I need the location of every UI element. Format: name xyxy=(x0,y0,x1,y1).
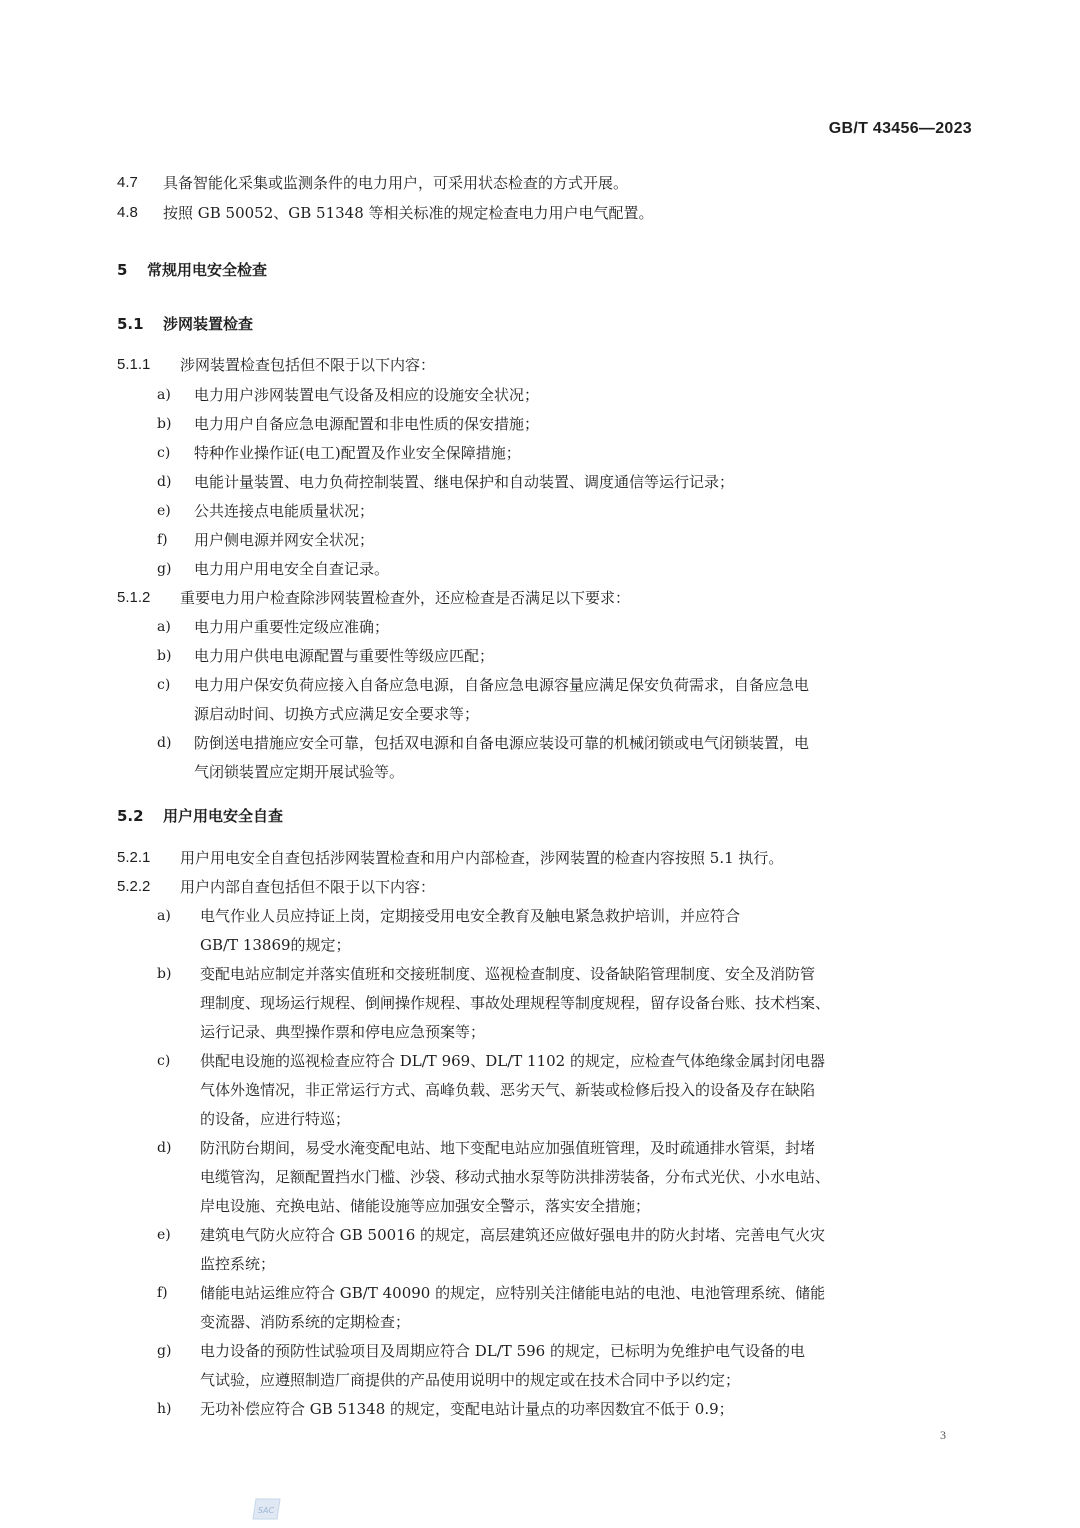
list-item: 电力用户涉网装置电气设备及相应的设施安全状况； xyxy=(194,386,540,404)
list-item: 无功补偿应符合 GB 51348 的规定，变配电站计量点的功率因数宜不低于 0.9； xyxy=(200,1400,734,1418)
clause-text: 涉网装置检查包括但不限于以下内容： xyxy=(180,356,436,374)
list-item: 用户侧电源并网安全状况； xyxy=(194,531,375,549)
subsection-title: 用户用电安全自查 xyxy=(163,807,284,825)
list-marker: a) xyxy=(157,908,171,924)
list-item-continuation: 理制度、现场运行规程、倒闸操作规程、事故处理规程等制度规程，留存设备台账、技术档案、 xyxy=(200,994,831,1012)
page-number: 3 xyxy=(940,1428,946,1442)
list-item: 电力用户自备应急电源配置和非电性质的保安措施； xyxy=(194,415,540,433)
clause-number: 4.8 xyxy=(117,204,138,221)
clause-number: 5.1.2 xyxy=(117,589,151,606)
clause-text: 用户用电安全自查包括涉网装置检查和用户内部检查，涉网装置的检查内容按照 5.1 执行。 xyxy=(180,849,784,867)
clause-text: 重要电力用户检查除涉网装置检查外，还应检查是否满足以下要求： xyxy=(180,589,631,607)
list-marker: b) xyxy=(157,416,172,432)
list-item-continuation: 气试验，应遵照制造厂商提供的产品使用说明中的规定或在技术合同中予以约定； xyxy=(200,1371,741,1389)
list-item-continuation: 气闭锁装置应定期开展试验等。 xyxy=(194,763,405,781)
list-item-continuation: 电缆管沟，足额配置挡水门槛、沙袋、移动式抽水泵等防洪排涝装备，分布式光伏、小水电站、 xyxy=(200,1168,831,1186)
list-marker: d) xyxy=(157,474,172,490)
list-marker: d) xyxy=(157,735,172,751)
list-item-continuation: 源启动时间、切换方式应满足安全要求等； xyxy=(194,705,480,723)
list-item: 防倒送电措施应安全可靠，包括双电源和自备电源应装设可靠的机械闭锁或电气闭锁装置，电 xyxy=(194,734,810,752)
list-item-continuation: GB/T 13869的规定； xyxy=(200,936,351,954)
list-item: 电气作业人员应持证上岗，定期接受用电安全教育及触电紧急救护培训，并应符合 xyxy=(200,907,741,925)
list-item: 变配电站应制定并落实值班和交接班制度、巡视检查制度、设备缺陷管理制度、安全及消防管 xyxy=(200,965,816,983)
clause-number: 5.2.2 xyxy=(117,878,151,895)
list-item-continuation: 气体外逸情况，非正常运行方式、高峰负载、恶劣天气、新装或检修后投入的设备及存在缺陷 xyxy=(200,1081,816,1099)
clause-text: 用户内部自查包括但不限于以下内容： xyxy=(180,878,436,896)
list-marker: h) xyxy=(157,1401,172,1417)
list-item: 储能电站运维应符合 GB/T 40090 的规定，应特别关注储能电站的电池、电池管理系统、储能 xyxy=(200,1284,826,1302)
list-item-continuation: 的设备，应进行特巡； xyxy=(200,1110,351,1128)
list-item: 建筑电气防火应符合 GB 50016 的规定，高层建筑还应做好强电井的防火封堵、完善电气火灾 xyxy=(200,1226,826,1244)
list-marker: b) xyxy=(157,648,172,664)
watermark-label: SAC xyxy=(257,1506,275,1515)
section-title: 常规用电安全检查 xyxy=(147,261,268,279)
list-item: 电力用户重要性定级应准确； xyxy=(194,618,390,636)
list-item: 电力用户供电电源配置与重要性等级应匹配； xyxy=(194,647,495,665)
list-item-continuation: 变流器、消防系统的定期检查； xyxy=(200,1313,411,1331)
subsection-title: 涉网装置检查 xyxy=(163,315,254,333)
list-marker: g) xyxy=(157,561,172,577)
list-item: 供配电设施的巡视检查应符合 DL/T 969、DL/T 1102 的规定，应检查气体绝缘金属封闭电器 xyxy=(200,1052,825,1070)
list-item: 电力用户用电安全自查记录。 xyxy=(194,560,390,578)
clause-number: 5.1.1 xyxy=(117,356,151,373)
list-marker: a) xyxy=(157,387,171,403)
standard-number: GB/T 43456—2023 xyxy=(828,120,972,137)
list-item: 电力用户保安负荷应接入自备应急电源，自备应急电源容量应满足保安负荷需求，自备应急电 xyxy=(194,676,810,694)
list-item: 特种作业操作证(电工)配置及作业安全保障措施； xyxy=(194,444,521,462)
list-item: 公共连接点电能质量状况； xyxy=(194,502,375,520)
list-marker: c) xyxy=(157,445,171,461)
section-number: 5 xyxy=(117,261,128,279)
list-item: 电力设备的预防性试验项目及周期应符合 DL/T 596 的规定，已标明为免维护电气设备的电 xyxy=(200,1342,805,1360)
list-marker: b) xyxy=(157,966,172,982)
list-item: 电能计量装置、电力负荷控制装置、继电保护和自动装置、调度通信等运行记录； xyxy=(194,473,735,491)
list-marker: f) xyxy=(157,532,168,548)
list-marker: e) xyxy=(157,503,171,519)
list-marker: c) xyxy=(157,677,171,693)
list-marker: e) xyxy=(157,1227,171,1243)
subsection-number: 5.1 xyxy=(117,315,144,333)
list-item: 防汛防台期间，易受水淹变配电站、地下变配电站应加强值班管理，及时疏通排水管渠，封堵 xyxy=(200,1139,816,1157)
clause-number: 5.2.1 xyxy=(117,849,151,866)
clause-text: 具备智能化采集或监测条件的电力用户，可采用状态检查的方式开展。 xyxy=(163,174,629,192)
sac-watermark-icon xyxy=(250,1496,284,1522)
list-marker: a) xyxy=(157,619,171,635)
list-marker: c) xyxy=(157,1053,171,1069)
list-item-continuation: 监控系统； xyxy=(200,1255,276,1273)
list-item-continuation: 岸电设施、充换电站、储能设施等应加强安全警示，落实安全措施； xyxy=(200,1197,651,1215)
list-marker: f) xyxy=(157,1285,168,1301)
clause-text: 按照 GB 50052、GB 51348 等相关标准的规定检查电力用户电气配置。 xyxy=(163,204,654,222)
list-marker: g) xyxy=(157,1343,172,1359)
clause-number: 4.7 xyxy=(117,174,138,191)
list-item-continuation: 运行记录、典型操作票和停电应急预案等； xyxy=(200,1023,486,1041)
subsection-number: 5.2 xyxy=(117,807,144,825)
list-marker: d) xyxy=(157,1140,172,1156)
